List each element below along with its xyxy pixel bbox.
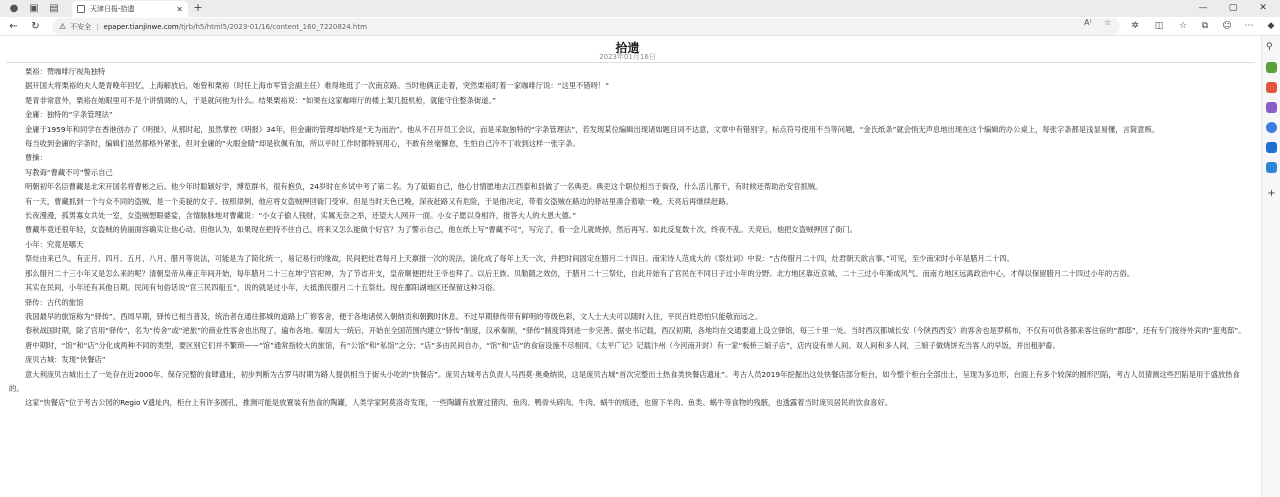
navigation-bar	[0, 17, 1280, 36]
url-path: /tjrb/h5/html5/2023-01/16/content_160_7220824.htm	[178, 22, 367, 31]
edge-sidebar	[1261, 36, 1280, 497]
article-paragraph: 那么腊月二十三小年又是怎么来的呢？清朝皇帝从雍正年间开始，每年腊月二十三在坤宁宫祀神，为了节省开支，皇帝顺便把灶王爷也拜了。以后王族、贝勒随之效仿，于腊月二十三祭灶，自此开始有了官民在不同日子过小年的分野。北方地区靠近京城，二十三过小年渐成风气。而南方地区远离政治中心，才得以保留腊月二十四过小年的古俗。	[25, 268, 1135, 278]
minimize-button[interactable]: —	[1198, 3, 1208, 13]
profile-avatar-icon[interactable]: ☺	[1222, 21, 1232, 31]
article-paragraph: 金庸于1959年和同学在香港创办了《明报》，从那时起，虽然掌控《明报》34年，但金庸的管理却始终是“无为而治”。他从不召开员工会议，而是采取独特的“字条管理法”，若发现某位编辑出现诸如题目词不达意，文章中有错别字，标点符号使用不当等问题，“金氏纸条”就会悄无声息地出现在这个编辑的办公桌上，每张字条都是浅显易懂，言简意赅。	[25, 124, 1160, 134]
article-paragraph: 长夜漫漫，孤男寡女共处一室，女盗贼想眼婆娑，含情脉脉地对曹藏说：“小女子偷人钱财，实属无奈之举，还望大人网开一面。小女子愿以身相许，报答大人的大恩大德。”	[25, 211, 577, 221]
article-paragraph: 春秋战国时期，除了官用“驿传”，名为“传舍”或“逆旅”的商业性客舍也出现了，遍布各地。秦国大一统后，开始在全国范围内建立“驿传”制度，汉承秦制，“驿传”制度得到进一步完善。据史书记载，西汉初期，各地均在交通要道上设立驿馆，每三十里一处。当时西汉都城长安（今陕西西安）的客舍也是罗棋布，不仅有可供各都来客住宿的“郡邸”，还有专门接待外宾的“蛮夷邸”。	[25, 326, 1246, 336]
header-divider	[6, 62, 1255, 63]
page-content	[0, 36, 1261, 497]
article-paragraph: 我国最早的旅馆称为“驿传”。西周早期，驿传已相当普及，统治者在通往都城的道路上广修客舍，便于各地诸侯入朝纳贡和朝觐时休息。不过早期驿传带有鲜明的等级色彩，文人士大夫可以随时入住，平民百姓恐怕只能敬而远之。	[25, 311, 763, 321]
article-body	[9, 65, 1253, 411]
article-paragraph: 写教诲“曹藏不可”警示自己	[25, 167, 113, 177]
article-date: 2023年01月16日	[599, 53, 656, 61]
copilot-icon[interactable]: ◆	[1267, 21, 1275, 31]
maximize-button[interactable]: ▢	[1228, 3, 1238, 13]
article-paragraph: 曹藏毕竟还很年轻，女盗贼的俏丽面容确实让他心动。但他认为，如果现在把持不住自己，将来又怎么能做个好官？为了警示自己，他在纸上写“曹藏不可”，写完了，看一会儿就烧掉，然后再写。如此反复数十次，终夜不乱。天亮后，他把女盗贼押回了衙门。	[25, 225, 858, 235]
add-sidebar-app-icon[interactable]: +	[1267, 188, 1276, 199]
article-paragraph: 意大利庞贝古城出土了一处存在近2000年、保存完整的食肆遗址，初步判断为古罗马时期为路人提供相当于街头小吃的“快餐店”。庞贝古城考古负责人马西莫·奥桑纳说，这是庞贝古城“首次完整出土热食类快餐店遗址”。考古人员2019年挖掘出这处快餐店部分柜台，如今整个柜台全部出土，呈现为多边形，台面上有多个较深的圆形凹陷，考古人员猜测这些凹陷是用于盛放热食的。	[9, 369, 1240, 393]
article-title: 拾遗	[615, 41, 640, 55]
tab-title: 天津日报-拾遗	[90, 5, 135, 13]
page-favicon-icon	[77, 5, 85, 13]
url-text	[104, 23, 367, 31]
article-paragraph: 其实在民间，小年还有其他日期。民间有句俗话说“官三民四船五”，说的就是过小年，大抵渔民腊月二十五祭灶。现在鄱阳湖地区还保留这种习俗。	[25, 283, 500, 293]
address-separator: |	[96, 22, 99, 31]
article-paragraph: 小年：究竟是哪天	[25, 239, 84, 249]
article-paragraph: 驿传：古代的旅馆	[25, 297, 84, 307]
article-paragraph: 据开国大将栗裕的夫人楚青晚年回忆，上海解放后，她曾和栗裕（时任上海市军管会副主任）难得地逛了一次南京路。当时他俩正走着，突然栗裕盯着一家咖啡厅说：“这里不错呀！”	[25, 81, 610, 91]
address-bar[interactable]	[52, 18, 1120, 35]
article-paragraph: 明朝初年名臣曹藏是北宋开国名将曹彬之后。他少年时聪颖好学，博览群书，很有抱负，24岁时在乡试中考了第二名。为了砥砺自己，他心甘情愿地去江西泰和县做了一名典吏。典吏这个职位相当于衙役，什么活儿都干，有时候还帮助治安官抓贼。	[25, 182, 823, 192]
article-paragraph: 祭灶由来已久，有正月、四月、五月、八月、腊月等说法，可能是为了简化统一，易记易行的缘故，民间把灶君每月上天禀报一次的说法，演化成了每年上天一次，并把时间固定在腊月二十四日。南宋诗人范成大的《祭灶词》中说：“古传腊月二十四，灶君朝天欲言事。”可见，至少南宋时小年是腊月二十四。	[25, 254, 1014, 264]
warning-icon: ⚠	[59, 22, 67, 31]
article-paragraph: 每当收到金庸的字条时，编辑们虽然都格外紧张，但对金庸的“火眼金睛”却是钦佩有加，所以平时工作时都特别用心，不敢有丝毫懈怠，生怕自己冷不丁收到这样一张字条。	[25, 139, 580, 149]
outlook-icon[interactable]	[1266, 142, 1277, 153]
favorite-star-icon[interactable]: ☆	[1104, 18, 1112, 27]
url-domain: epaper.tianjinwe.com	[103, 22, 179, 31]
article-paragraph: 有一天，曹藏抓到一个与众不同的盗贼，是一个美貌的女子。按照律例，他应将女盗贼押回衙门受审。但是当时天色已晚，深夜赶路又有危险，于是他决定，带着女盗贼在路边的驿站里凑合着歇一晚，天亮后再继续赶路。	[25, 196, 733, 206]
shopping-icon[interactable]	[1266, 62, 1277, 73]
more-menu-icon[interactable]: ⋯	[1244, 21, 1254, 31]
workspaces-icon[interactable]: ▣	[29, 2, 39, 14]
new-tab-button[interactable]: +	[193, 1, 203, 14]
search-icon[interactable]: ⚲	[1266, 42, 1273, 52]
split-screen-icon[interactable]: ◫	[1154, 21, 1164, 31]
favorites-icon[interactable]: ☆	[1178, 21, 1188, 31]
refresh-button[interactable]: ↻	[31, 21, 40, 32]
article-paragraph: 楚青非常意外，栗裕在她眼里可不是个讲情调的人，于是就问他为什么。结果栗裕说：“如果在这家咖啡厅的楼上架几挺机枪，就能守住整条街道。”	[25, 95, 496, 105]
games-icon[interactable]	[1266, 102, 1277, 113]
profile-icon[interactable]: ●	[9, 2, 19, 14]
messenger-icon[interactable]	[1266, 162, 1277, 173]
close-window-button[interactable]: ✕	[1259, 3, 1267, 13]
tools-icon[interactable]	[1266, 82, 1277, 93]
article-paragraph: 栗裕：赞咖啡厅视角独特	[25, 67, 106, 76]
article-paragraph: 曹操：	[25, 153, 47, 163]
vertical-tabs-icon[interactable]: ▤	[49, 2, 59, 14]
collections-icon[interactable]: ⧉	[1201, 21, 1209, 31]
office-icon[interactable]	[1266, 122, 1277, 133]
tab-active[interactable]	[72, 1, 188, 17]
extensions-icon[interactable]: ✲	[1131, 21, 1139, 31]
article-paragraph: 金庸：独特的“字条管理法”	[25, 110, 113, 120]
close-tab-icon[interactable]: ✕	[176, 4, 183, 14]
insecure-label: 不安全	[70, 22, 92, 31]
article-paragraph: 唐中期时，“馆”和“店”分化成两种不同的类型，要区别它们并不繁琐——“馆”通常指较大的旅馆，有“公馆”和“私馆”之分；“店”多由民间自办，“馆”和“店”的食宿设施不尽相同，《太平广记》记载汴州（今河南开封）有一家“板桥三娘子店”，店内设有单人间、双人间和多人间，三娘子做烧饼充当客人的早饭，并出租驴畜。	[25, 340, 1060, 350]
article-paragraph: 庞贝古城：发现“快餐店”	[25, 355, 106, 365]
article-paragraph: 这家“快餐店”位于考古公园的Regio V遗址内，柜台上有许多圆孔，推测可能是放置装有热食的陶罐，人类学家阿莫洛奇发现，一些陶罐有放置过猪肉、鱼肉、鸭骨头碎肉、牛肉、蜗牛的痕迹，也留下羊肉、鱼类、蜗牛等食物的残骸，也透露着当时庞贝居民的饮食喜好。	[25, 398, 893, 408]
read-aloud-icon[interactable]: A⁾	[1084, 18, 1092, 27]
back-button[interactable]: ←	[9, 21, 18, 32]
